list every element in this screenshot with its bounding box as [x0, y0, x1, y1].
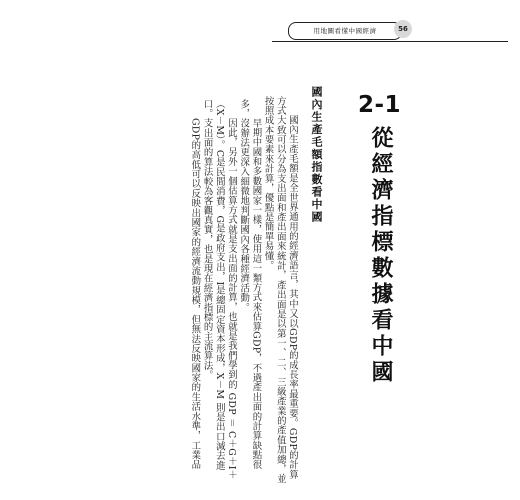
section-title: 從經濟指標數據看中國 — [368, 126, 394, 386]
section-number: 2-1 — [358, 92, 402, 118]
paragraph: 早期中國和多數國家一樣，使用這一類方式來估算GDP，不過產出面的計算缺點很多，沒辦法更深入細微地判斷國內各種經濟活動。 — [238, 99, 262, 470]
body-text — [136, 96, 298, 488]
page-number: 56 — [394, 20, 412, 38]
paragraph: 因此，另外一個估算方式就是支出面的計算，也就是我們學到的 GDP ＝ C＋G＋I＋（X－M）。C是民間消費，G是政府支出，I是總固定資本形成，X－M 則是出口減去進口。支出面的算法較為客觀真實，也是現在經濟指標的主流算法。 — [201, 99, 237, 480]
sub-heading: 國內生產毛額指數看中國 — [310, 86, 323, 224]
paragraph: GDP的高低可以反映出國家的經濟流動規模，但無法反映國家的生活水準，工業品 — [189, 117, 201, 470]
header-rule — [272, 41, 508, 42]
paragraph: 國內生產毛額是全世界通用的經濟語言，其中又以GDP的成長率最重要。GDP的計算方式大致可以分為支出面和產出面來統計，產出面是以第一、二、三級產業的產值加總，並按照成本要素來計算，優點是簡單易懂。 — [262, 96, 298, 484]
running-title: 用地圖看懂中國經濟 — [288, 22, 402, 40]
